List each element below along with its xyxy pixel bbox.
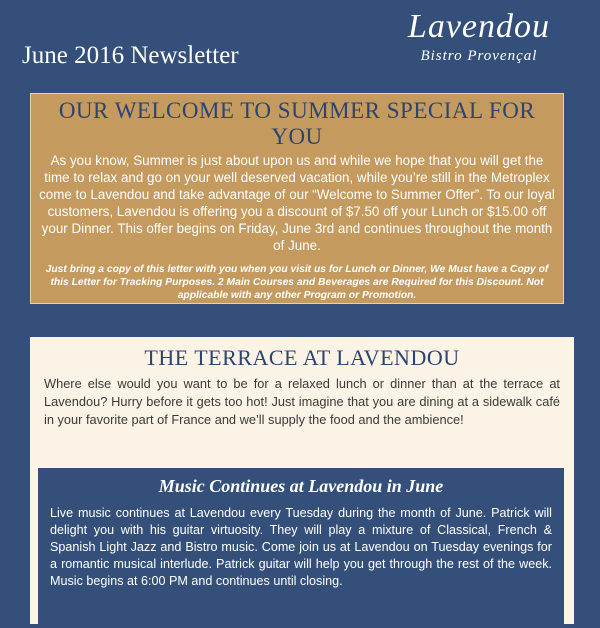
summer-special-heading: OUR WELCOME TO SUMMER SPECIAL FOR YOU <box>58 98 536 149</box>
newsletter-title: June 2016 Newsletter <box>22 42 239 69</box>
summer-special-note: Just bring a copy of this letter with you when you visit us for Lunch or Dinner, We Must have a Copy of this Letter for Tracking Purposes. 2 Main Courses and Beverages are Required for this Discount. Not applicable with any other Program or Promotion. <box>45 264 549 301</box>
terrace-heading: THE TERRACE AT LAVENDOU <box>144 345 460 370</box>
logo-name: Lavendou <box>407 8 550 45</box>
music-body: Live music continues at Lavendou every Tuesday during the month of June. Patrick will delight you with his guitar virtuosity. They will play a mixture of Classical, French & Spanish Light Jazz and Bistro music. Come join us at Lavendou on Tuesday evenings for a romantic musical interlude. Patrick guitar will help you get through the rest of the week. Music begins at 6:00 PM and continues until closing. <box>50 506 552 588</box>
logo <box>408 8 550 65</box>
summer-special-body: As you know, Summer is just about upon us and while we hope that you will get the time to relax and go on your well deserved vacation, while you’re still in the Metroplex come to Lavendou and take advantage of our “Welcome to Summer Offer”. To our loyal customers, Lavendou is offering you a discount of $7.50 off your Lunch or $15.00 off your Dinner. This offer begins on Friday, June 3rd and continues throughout the month of June. <box>39 153 555 253</box>
terrace-section <box>30 337 574 624</box>
terrace-body: Where else would you want to be for a relaxed lunch or dinner than at the terrace at Lavendou? Hurry before it gets too hot! Just imagine that you are dining at a sidewalk café in your favorite part of France and we’ll supply the food and the ambience! <box>44 376 560 427</box>
music-heading: Music Continues at Lavendou in June <box>158 476 444 496</box>
summer-special-box <box>30 93 564 304</box>
music-box <box>38 468 564 628</box>
logo-subtitle: Bistro Provençal <box>420 48 538 64</box>
